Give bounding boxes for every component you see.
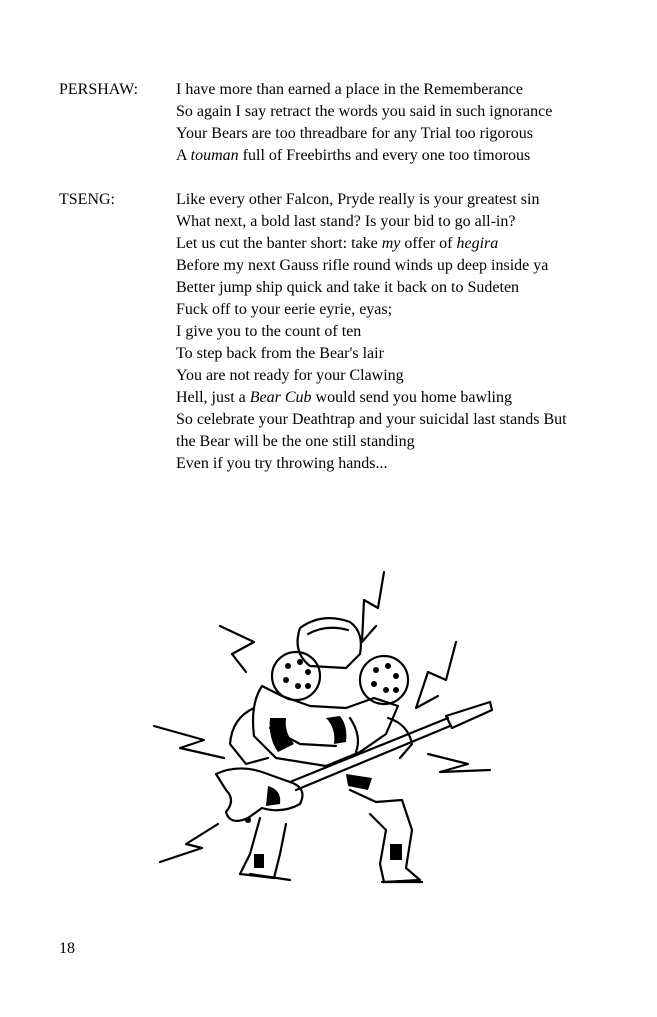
page-number: 18 xyxy=(59,940,75,957)
mech-playing-guitar-icon xyxy=(150,568,500,888)
lightning-bolt-icon xyxy=(160,824,218,862)
verse-line: Even if you try throwing hands... xyxy=(176,455,388,472)
verse-line: Fuck off to your eerie eyrie, eyas; xyxy=(176,301,393,318)
lightning-bolt-icon xyxy=(428,754,490,772)
verse-lines xyxy=(176,189,616,475)
verse-line: So again I say retract the words you said in such ignorance xyxy=(176,103,553,120)
verse-line: Better jump ship quick and take it back on to Sudeten xyxy=(176,279,520,296)
verse-line: Before my next Gauss rifle round winds up deep inside ya xyxy=(176,257,549,274)
verse-lines xyxy=(176,79,616,167)
verse-line: Let us cut the banter short: take my offer of hegira xyxy=(176,235,499,252)
verse-line: A touman full of Freebirths and every one too timorous xyxy=(176,147,531,164)
verse-line: I have more than earned a place in the Rememberance xyxy=(176,81,523,98)
verse-line: Hell, just a Bear Cub would send you home bawling xyxy=(176,389,512,406)
lightning-bolt-icon xyxy=(362,572,384,642)
speaker-name: TSENG: xyxy=(59,191,115,208)
verse-line: Like every other Falcon, Pryde really is your greatest sin xyxy=(176,191,540,208)
verse-line: What next, a bold last stand? Is your bid to go all-in? xyxy=(176,213,516,230)
verse-line: So celebrate your Deathtrap and your suicidal last stands But xyxy=(176,411,567,428)
lightning-bolt-icon xyxy=(220,626,254,672)
verse-line: To step back from the Bear's lair xyxy=(176,345,384,362)
speaker-name: PERSHAW: xyxy=(59,81,139,98)
verse-line: the Bear will be the one still standing xyxy=(176,433,415,450)
lightning-bolt-icon xyxy=(154,726,224,758)
verse-line: Your Bears are too threadbare for any Trial too rigorous xyxy=(176,125,533,142)
lightning-bolt-icon xyxy=(416,642,456,708)
verse-line: I give you to the count of ten xyxy=(176,323,362,340)
verse-line: You are not ready for your Clawing xyxy=(176,367,404,384)
